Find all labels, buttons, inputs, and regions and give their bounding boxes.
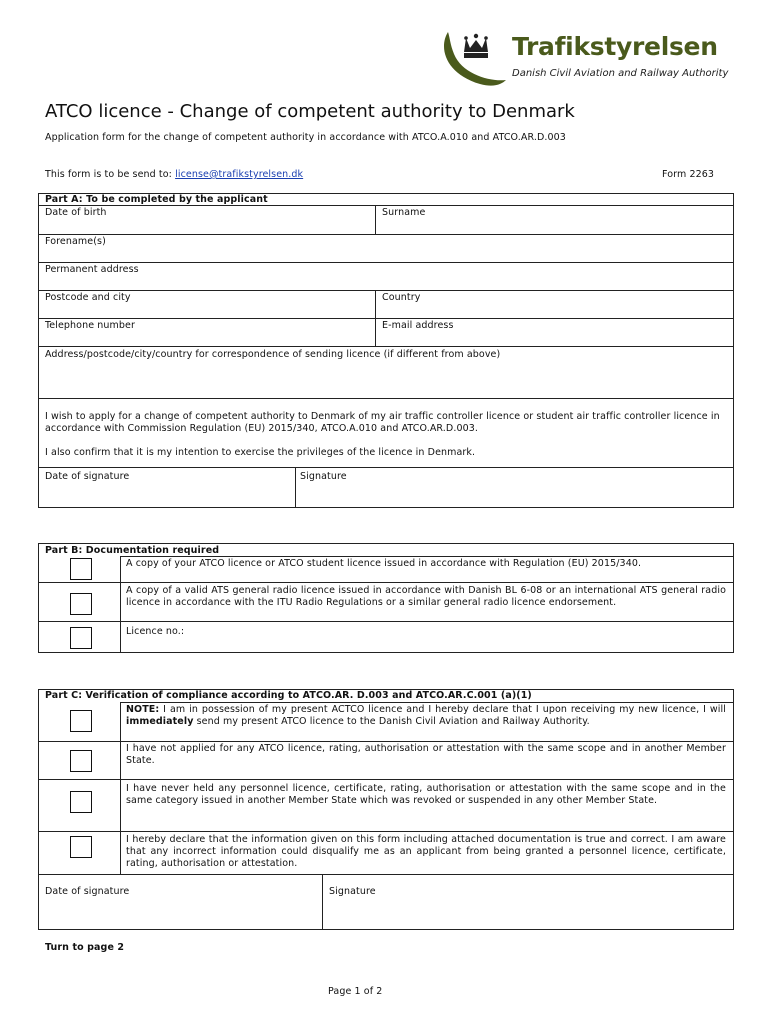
page-number: Page 1 of 2 — [328, 986, 383, 997]
logo — [440, 28, 740, 88]
permanent-address-field[interactable]: Permanent address — [45, 264, 139, 275]
licence-no-field[interactable]: Licence no.: — [126, 626, 185, 637]
crown-swoosh-icon — [440, 28, 508, 88]
form-subtitle: Application form for the change of competent authority in accordance with ATCO.A.010 and ATCO.AR.D.003 — [45, 132, 566, 143]
statement-change-authority: I wish to apply for a change of competent authority to Denmark of my air traffic controller licence or student air traffic controller licence in accordance with Commission Regulation (EU) 2015/340, ATCO.A.010 and ATCO.AR.D.003. — [45, 411, 720, 434]
part-b-heading: Part B: Documentation required — [45, 545, 220, 556]
email-field[interactable]: E-mail address — [382, 320, 454, 331]
checkbox-information-true[interactable] — [70, 836, 92, 858]
date-of-signature-field-c[interactable]: Date of signature — [45, 886, 130, 897]
logo-subtitle: Danish Civil Aviation and Railway Authority — [512, 68, 729, 79]
correspondence-field[interactable]: Address/postcode/city/country for correspondence of sending licence (if different from above) — [45, 349, 501, 360]
turn-page-note: Turn to page 2 — [45, 942, 125, 953]
declaration-not-applied: I have not applied for any ATCO licence, rating, authorisation or attestation with the same scope and in another Member State. — [126, 743, 726, 766]
forenames-field[interactable]: Forename(s) — [45, 236, 106, 247]
checkbox-ato-licence-copy[interactable] — [70, 558, 92, 580]
part-c-heading: Part C: Verification of compliance according to ATCO.AR. D.003 and ATCO.AR.C.001 (a)(1) — [45, 690, 532, 701]
declaration-never-revoked: I have never held any personnel licence, certificate, rating, authorisation or attestation with the same scope and in the same category issued in another Member State which was revoked or suspended in any other Member State. — [126, 783, 726, 806]
statement-privileges: I also confirm that it is my intention to exercise the privileges of the licence in Denmark. — [45, 447, 476, 458]
checkbox-not-applied[interactable] — [70, 750, 92, 772]
note-label: NOTE: — [126, 704, 160, 715]
signature-field-c[interactable]: Signature — [329, 886, 376, 897]
date-of-birth-field[interactable]: Date of birth — [45, 207, 107, 218]
doc-item-radio-licence: A copy of a valid ATS general radio licence issued in accordance with Danish BL 6-08 or an international ATS general radio licence in accordance with the ITU Radio Regulations or a similar general radio licence endorsement. — [126, 585, 726, 608]
country-field[interactable]: Country — [382, 292, 421, 303]
note-emphasis: immediately — [126, 716, 194, 727]
declaration-information-true: I hereby declare that the information given on this form including attached documentation is true and correct. I am aware that any incorrect information could disqualify me as an applicant from being granted a personnel licence, certificate, rating, authorisation or attestation. — [126, 834, 726, 869]
checkbox-radio-licence-copy[interactable] — [70, 593, 92, 615]
checkbox-note-return-licence[interactable] — [70, 710, 92, 732]
doc-item-ato-licence: A copy of your ATCO licence or ATCO student licence issued in accordance with Regulation (EU) 2015/340. — [126, 558, 642, 569]
telephone-field[interactable]: Telephone number — [45, 320, 135, 331]
postcode-city-field[interactable]: Postcode and city — [45, 292, 131, 303]
page-title: ATCO licence - Change of competent authority to Denmark — [45, 101, 575, 122]
note-return-licence: NOTE: I am in possession of my present ACTCO licence and I hereby declare that I upon receiving my new licence, I will immediately send my present ATCO licence to the Danish Civil Aviation and Railway Authority. — [126, 704, 726, 727]
logo-name: Trafikstyrelsen — [512, 32, 718, 61]
part-a-heading: Part A: To be completed by the applicant — [45, 194, 268, 205]
email-link[interactable]: license@trafikstyrelsen.dk — [175, 169, 304, 180]
send-to-line — [45, 169, 303, 181]
date-of-signature-field-a[interactable]: Date of signature — [45, 471, 130, 482]
signature-field-a[interactable]: Signature — [300, 471, 347, 482]
checkbox-never-revoked[interactable] — [70, 791, 92, 813]
checkbox-licence-no[interactable] — [70, 627, 92, 649]
surname-field[interactable]: Surname — [382, 207, 426, 218]
form-number: Form 2263 — [662, 169, 715, 180]
send-to-label: This form is to be send to: — [45, 169, 176, 180]
